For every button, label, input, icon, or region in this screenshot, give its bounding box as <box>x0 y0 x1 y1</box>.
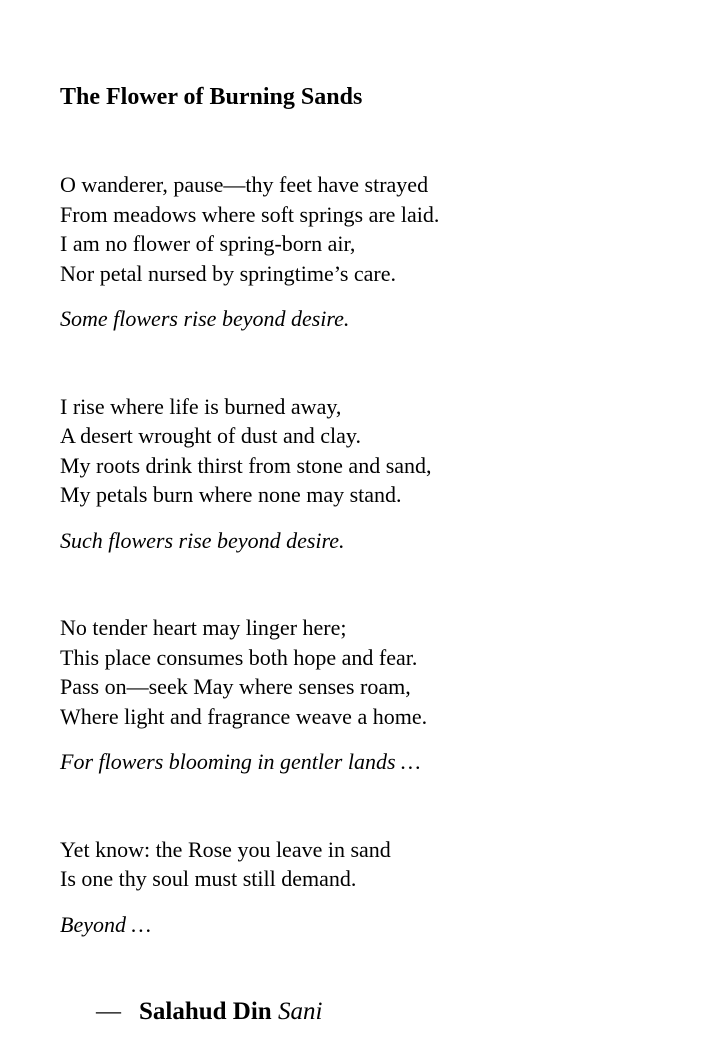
poem-line: Pass on—seek May where senses roam, <box>60 674 411 699</box>
poem-line: Is one thy soul must still demand. <box>60 866 357 891</box>
author-name: Salahud Din <box>139 998 272 1025</box>
stanza-2 <box>60 392 672 556</box>
poem-line: I am no flower of spring-born air, <box>60 231 356 256</box>
poem-line: O wanderer, pause—thy feet have strayed <box>60 172 429 197</box>
poem-line: My roots drink thirst from stone and sand, <box>60 452 432 478</box>
stanza-4 <box>60 835 672 940</box>
poem-line: Nor petal nursed by springtime’s care. <box>60 260 397 286</box>
attribution-dash: — <box>96 998 121 1025</box>
refrain-line: Beyond … <box>60 911 152 937</box>
attribution <box>96 997 672 1027</box>
refrain-line: For flowers blooming in gentler lands … <box>60 749 421 774</box>
poem-line: My petals burn where none may stand. <box>60 482 402 507</box>
stanza-2-verse <box>60 392 672 510</box>
poem-title: The Flower of Burning Sands <box>60 84 363 110</box>
author-epithet: Sani <box>277 998 323 1025</box>
refrain-line: Some flowers rise beyond desire. <box>60 306 350 331</box>
stanza-1 <box>60 170 672 334</box>
stanza-3 <box>60 613 672 777</box>
stanza-3-verse <box>60 613 672 731</box>
stanza-1-verse <box>60 170 672 288</box>
stanza-4-verse <box>60 835 672 894</box>
poem-line: This place consumes both hope and fear. <box>60 644 418 670</box>
refrain-line: Such flowers rise beyond desire. <box>60 527 345 553</box>
poem-line: From meadows where soft springs are laid. <box>60 201 440 227</box>
poem-line: A desert wrought of dust and clay. <box>60 423 362 448</box>
poem-line: I rise where life is burned away, <box>60 393 342 419</box>
poem-line: Yet know: the Rose you leave in sand <box>60 836 391 862</box>
poem-line: No tender heart may linger here; <box>60 615 347 640</box>
poem-line: Where light and fragrance weave a home. <box>60 703 428 729</box>
